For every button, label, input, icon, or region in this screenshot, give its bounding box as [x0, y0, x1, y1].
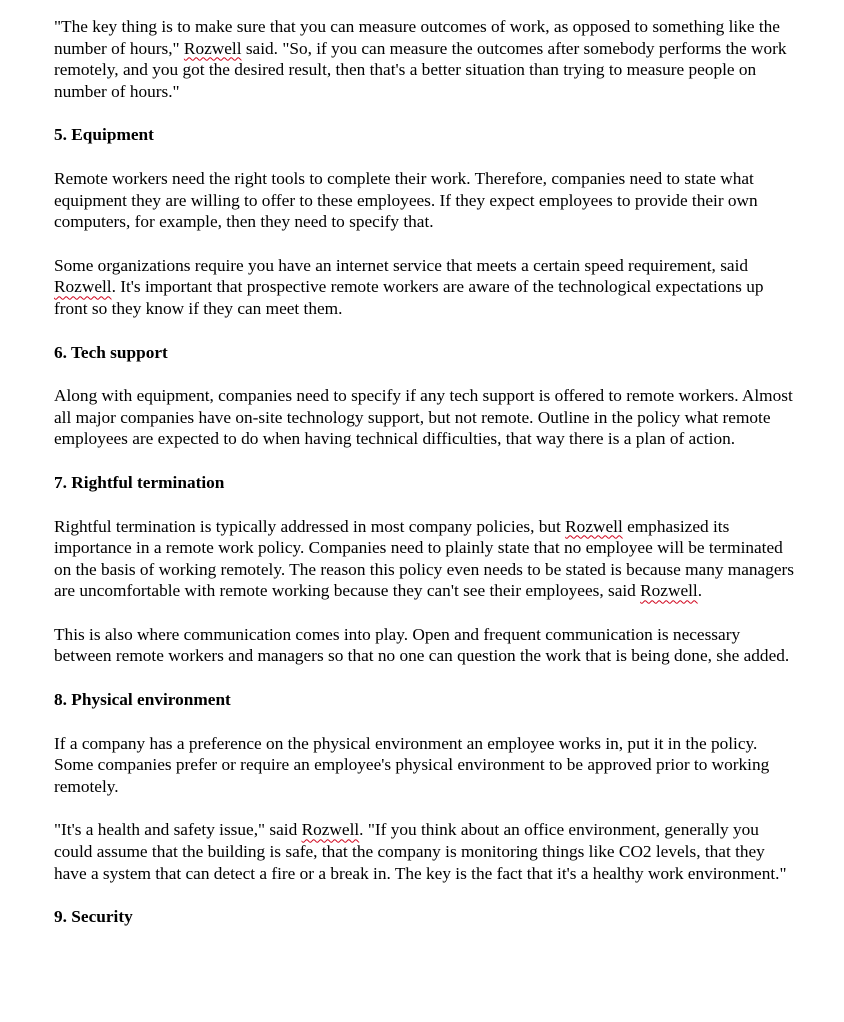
- misspelled-word: Rozwell: [565, 516, 623, 536]
- body-paragraph: [54, 733, 794, 798]
- misspelled-word: Rozwell: [183, 38, 242, 58]
- paragraph-text: . It's important that prospective remote workers are aware of the technological expectations up front so they know if they can meet them.: [54, 277, 764, 318]
- section-heading: 6. Tech support: [54, 342, 168, 362]
- paragraph-text: .: [697, 581, 703, 601]
- misspelled-word: Rozwell: [301, 820, 360, 840]
- paragraph-text: Some organizations require you have an internet service that meets a certain speed requirement, said: [54, 255, 749, 275]
- section-heading: 5. Equipment: [54, 125, 154, 145]
- body-paragraph: [54, 16, 794, 102]
- paragraph-text: Along with equipment, companies need to specify if any tech support is offered to remote workers. Almost all major companies have on-site technology support, but not remote. Outline in the policy what remote employees are expected to do when having technical difficulties, that way there is a plan of action.: [54, 386, 793, 449]
- body-paragraph: [54, 385, 794, 450]
- section-heading: 7. Rightful termination: [54, 472, 225, 492]
- section-heading: 9. Security: [54, 907, 133, 927]
- paragraph-text: Remote workers need the right tools to complete their work. Therefore, companies need to state what equipment they are willing to offer to these employees. If they expect employees to provide their own computers, for example, then they need to specify that.: [54, 168, 758, 232]
- body-paragraph: [54, 819, 794, 884]
- paragraph-text: said. "So, if you can measure the outcomes after somebody performs the work remotely, and you got the desired result, then that's a better situation than trying to measure people on number of hours.": [54, 38, 787, 101]
- section-heading: 8. Physical environment: [54, 690, 231, 710]
- paragraph-text: This is also where communication comes into play. Open and frequent communication is necessary between remote workers and managers so that no one can question the work that is being done, she added.: [54, 624, 790, 666]
- paragraph-text: If a company has a preference on the physical environment an employee works in, put it in the policy. Some companies prefer or require an employee's physical environment to be approved prior to working remotely.: [54, 733, 770, 796]
- paragraph-text: "The key thing is to make sure that you can measure outcomes of work, as opposed to something like the number of hours,": [54, 17, 780, 58]
- paragraph-text: emphasized its importance in a remote work policy. Companies need to plainly state that no employee will be terminated on the basis of working remotely. The reason this policy even needs to be stated is because many managers are uncomfortable with remote working because they can't see their employees, said: [54, 516, 795, 601]
- paragraph-text: Rightful termination is typically addressed in most company policies, but: [54, 516, 566, 536]
- body-paragraph: [54, 624, 794, 667]
- document-page: [54, 16, 794, 950]
- body-paragraph: [54, 516, 794, 602]
- misspelled-word: Rozwell: [640, 581, 698, 601]
- body-paragraph: [54, 168, 794, 233]
- paragraph-text: . "If you think about an office environment, generally you could assume that the building is safe, that the company is monitoring things like CO2 levels, that they have a system that can detect a fire or a break in. The key is the fact that it's a healthy work environment.": [54, 820, 787, 883]
- paragraph-text: "It's a health and safety issue," said: [54, 820, 302, 840]
- body-paragraph: [54, 255, 794, 320]
- misspelled-word: Rozwell: [54, 277, 112, 297]
